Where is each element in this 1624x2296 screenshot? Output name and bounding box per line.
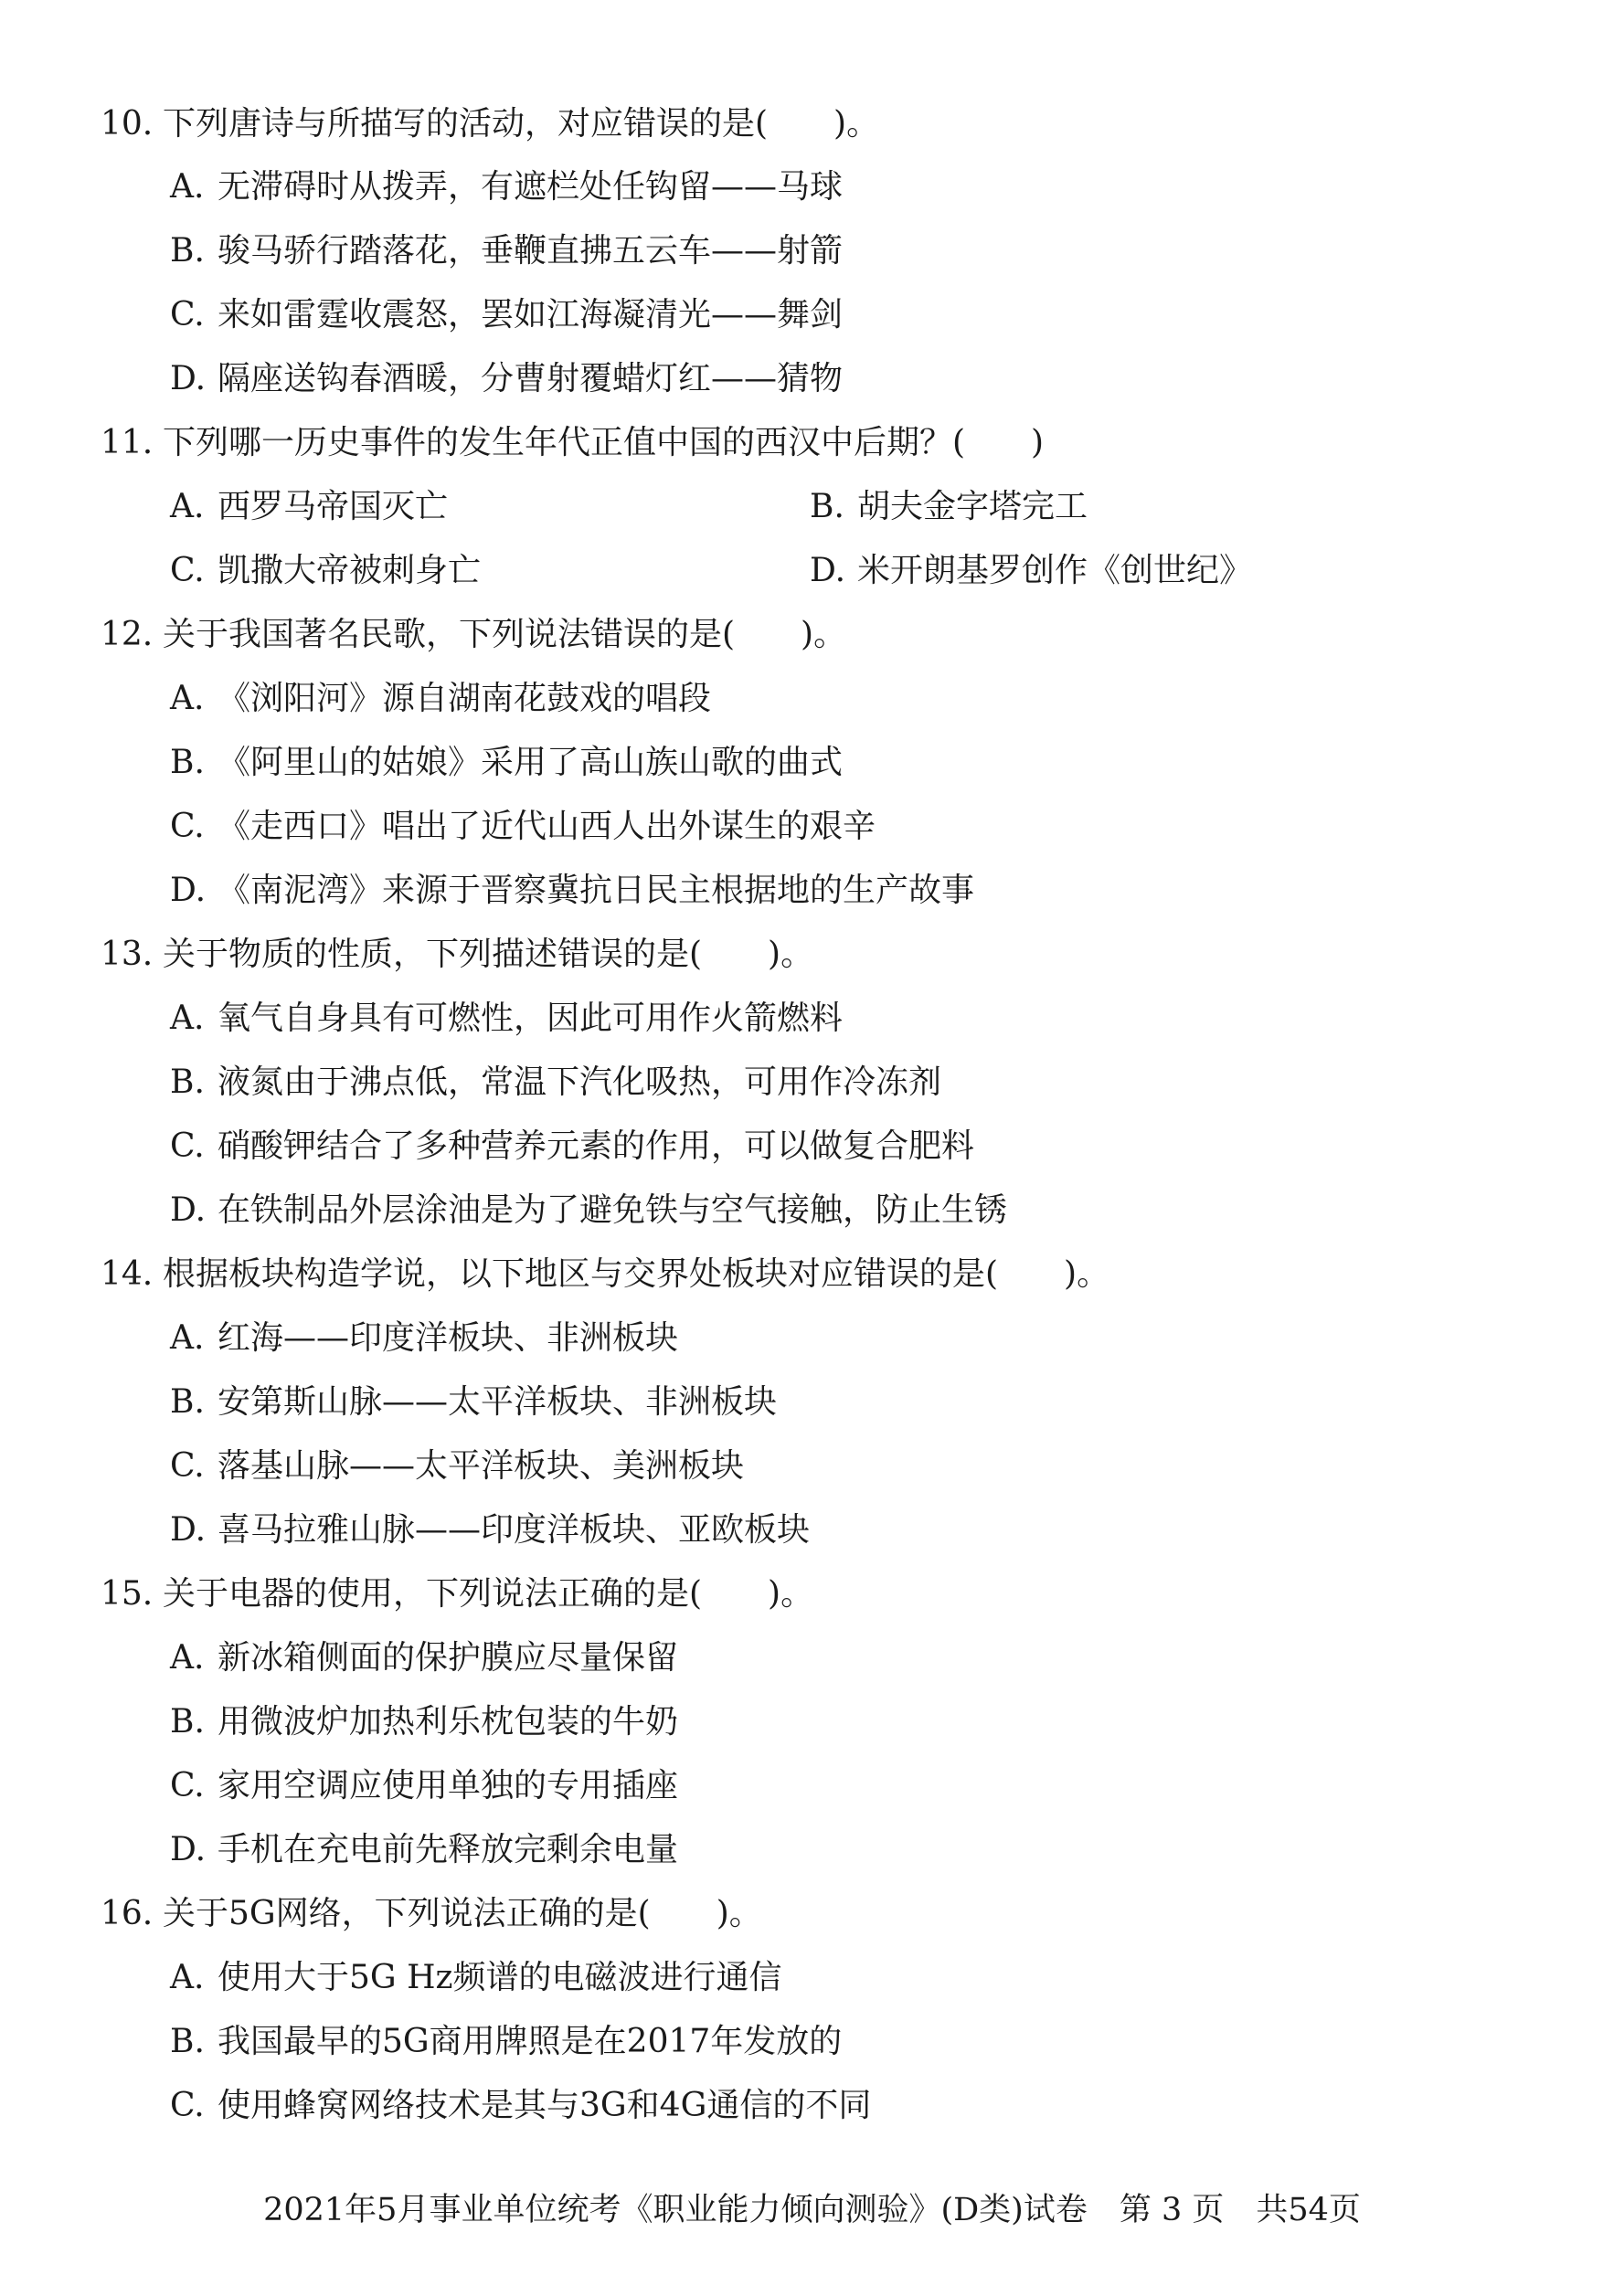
question-text: 下列哪一历史事件的发生年代正值中国的西汉中后期？( ): [163, 424, 1045, 461]
question-number: 13.: [101, 936, 154, 973]
option-a: [170, 997, 843, 1041]
option-b: [170, 1700, 678, 1744]
option-text: 我国最早的5G商用牌照是在2017年发放的: [218, 2023, 843, 2060]
option-text: 在铁制品外层涂油是为了避免铁与空气接触，防止生锈: [218, 1191, 1008, 1229]
option-a: [170, 485, 448, 529]
option-letter: D.: [170, 1511, 207, 1549]
option-a: [170, 1636, 678, 1680]
option-d: [810, 549, 1252, 593]
option-b: [170, 229, 843, 273]
option-text: 米开朗基罗创作《创世纪》: [857, 552, 1253, 589]
option-text: 落基山脉——太平洋板块、美洲板块: [218, 1447, 745, 1485]
option-text: 新冰箱侧面的保护膜应尽量保留: [218, 1639, 679, 1677]
option-letter: B.: [170, 744, 205, 781]
option-letter: C.: [170, 1767, 205, 1804]
option-d: [170, 869, 974, 913]
question-text: 关于5G网络，下列说法正确的是( )。: [163, 1895, 762, 1932]
option-letter: D.: [170, 360, 207, 397]
option-text: 来如雷霆收震怒，罢如江海凝清光——舞剑: [218, 296, 844, 333]
option-a: [170, 1317, 678, 1360]
option-letter: D.: [170, 1191, 207, 1229]
option-c: [170, 293, 843, 337]
option-text: 胡夫金字塔完工: [857, 488, 1088, 525]
option-text: 红海——印度洋板块、非洲板块: [218, 1319, 679, 1357]
option-letter: B.: [810, 488, 844, 525]
option-b: [170, 1381, 777, 1424]
question-number: 10.: [101, 105, 154, 143]
option-text: 隔座送钩春酒暖，分曹射覆蜡灯红——猜物: [218, 360, 844, 397]
question-stem: [101, 421, 1044, 465]
option-letter: A.: [170, 1959, 205, 1996]
option-c: [170, 2084, 871, 2128]
question-number: 12.: [101, 616, 154, 653]
option-letter: A.: [170, 1319, 205, 1357]
option-letter: D.: [170, 1831, 207, 1868]
page-footer: 2021年5月事业单位统考《职业能力倾向测验》(D类)试卷 第 3 页 共54页: [263, 2192, 1361, 2228]
question-stem: [101, 1892, 762, 1936]
option-text: 家用空调应使用单独的专用插座: [218, 1767, 679, 1804]
option-letter: A.: [170, 1000, 205, 1037]
question-stem: [101, 613, 846, 657]
option-letter: B.: [170, 2023, 205, 2060]
option-text: 喜马拉雅山脉——印度洋板块、亚欧板块: [218, 1511, 811, 1549]
option-text: 使用大于5G Hz频谱的电磁波进行通信: [218, 1959, 782, 1996]
option-letter: B.: [170, 232, 205, 270]
option-letter: C.: [170, 808, 205, 845]
option-text: 使用蜂窝网络技术是其与3G和4G通信的不同: [218, 2087, 872, 2124]
option-text: 手机在充电前先释放完剩余电量: [218, 1831, 679, 1868]
option-letter: B.: [170, 1703, 205, 1741]
question-text: 根据板块构造学说，以下地区与交界处板块对应错误的是( )。: [163, 1255, 1110, 1293]
option-text: 《走西口》唱出了近代山西人出外谋生的艰辛: [218, 808, 876, 845]
question-stem: [101, 1253, 1109, 1296]
option-letter: D.: [810, 552, 846, 589]
option-d: [170, 1828, 678, 1872]
option-text: 《阿里山的姑娘》采用了高山族山歌的曲式: [218, 744, 844, 781]
option-letter: C.: [170, 552, 205, 589]
option-d: [170, 357, 843, 401]
option-text: 用微波炉加热利乐枕包装的牛奶: [218, 1703, 679, 1741]
option-letter: D.: [170, 872, 207, 909]
option-text: 凯撒大帝被刺身亡: [218, 552, 482, 589]
option-letter: C.: [170, 1447, 205, 1485]
question-stem: [101, 933, 813, 977]
option-text: 液氮由于沸点低，常温下汽化吸热，可用作冷冻剂: [218, 1063, 942, 1101]
option-letter: A.: [170, 488, 205, 525]
question-number: 15.: [101, 1575, 154, 1613]
option-text: 安第斯山脉——太平洋板块、非洲板块: [218, 1383, 778, 1421]
option-letter: A.: [170, 680, 205, 717]
option-letter: A.: [170, 168, 205, 206]
option-letter: B.: [170, 1063, 205, 1101]
question-stem: [101, 102, 879, 146]
option-a: [170, 165, 843, 209]
question-text: 关于电器的使用，下列说法正确的是( )。: [163, 1575, 814, 1613]
option-letter: B.: [170, 1383, 205, 1421]
option-c: [170, 549, 481, 593]
option-d: [170, 1508, 810, 1552]
option-letter: C.: [170, 1127, 205, 1165]
question-number: 11.: [101, 424, 154, 461]
option-text: 硝酸钾结合了多种营养元素的作用，可以做复合肥料: [218, 1127, 975, 1165]
option-text: 《浏阳河》源自湖南花鼓戏的唱段: [218, 680, 712, 717]
option-d: [170, 1189, 1007, 1233]
option-text: 骏马骄行踏落花，垂鞭直拂五云车——射箭: [218, 232, 844, 270]
option-c: [170, 1764, 678, 1808]
question-text: 下列唐诗与所描写的活动，对应错误的是( )。: [163, 105, 880, 143]
option-b: [170, 2020, 842, 2064]
option-letter: C.: [170, 2087, 205, 2124]
option-letter: A.: [170, 1639, 205, 1677]
option-a: [170, 677, 711, 721]
option-letter: C.: [170, 296, 205, 333]
question-number: 14.: [101, 1255, 154, 1293]
question-stem: [101, 1572, 813, 1616]
option-b: [170, 1061, 941, 1105]
option-text: 氧气自身具有可燃性，因此可用作火箭燃料: [218, 1000, 844, 1037]
question-text: 关于我国著名民歌，下列说法错误的是( )。: [163, 616, 847, 653]
option-text: 《南泥湾》来源于晋察冀抗日民主根据地的生产故事: [218, 872, 975, 909]
question-number: 16.: [101, 1895, 154, 1932]
option-text: 西罗马帝国灭亡: [218, 488, 449, 525]
option-b: [170, 741, 843, 785]
option-text: 无滞碍时从拨弄，有遮栏处任钩留——马球: [218, 168, 844, 206]
option-c: [170, 1125, 974, 1169]
option-c: [170, 805, 876, 849]
option-a: [170, 1956, 781, 2000]
option-c: [170, 1444, 744, 1488]
question-text: 关于物质的性质，下列描述错误的是( )。: [163, 936, 814, 973]
option-b: [810, 485, 1088, 529]
